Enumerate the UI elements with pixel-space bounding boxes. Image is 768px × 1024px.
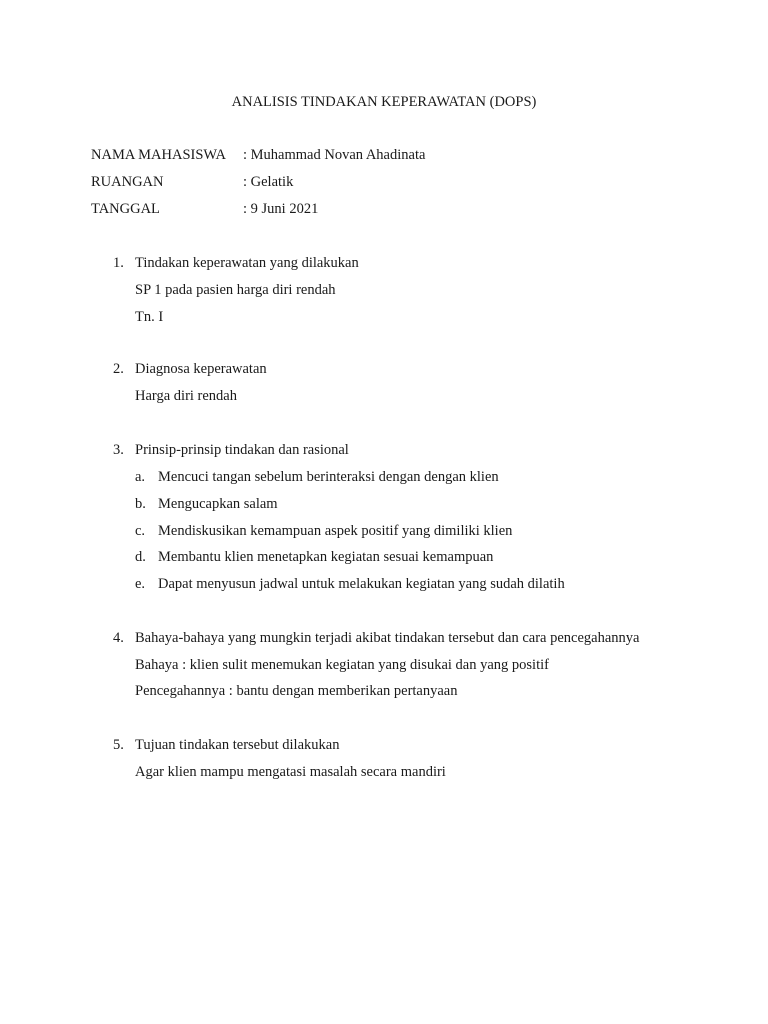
section-heading: Bahaya-bahaya yang mungkin terjadi akibat tindakan tersebut dan cara pencegahannya bbox=[135, 630, 640, 646]
list-item-text: Mencuci tangan sebelum berinteraksi dengan dengan klien bbox=[158, 469, 499, 485]
section-line: Pencegahannya : bantu dengan memberikan pertanyaan bbox=[135, 683, 458, 699]
list-item-letter: b. bbox=[135, 496, 146, 512]
list-item-letter: e. bbox=[135, 576, 146, 592]
section-number: 5. bbox=[113, 737, 124, 753]
list-item-text: Membantu klien menetapkan kegiatan sesuai kemampuan bbox=[158, 549, 494, 565]
section-line: Harga diri rendah bbox=[135, 388, 237, 404]
meta-label: RUANGAN bbox=[91, 174, 164, 190]
meta-value: : Gelatik bbox=[243, 174, 294, 190]
section-line: Bahaya : klien sulit menemukan kegiatan yang disukai dan yang positif bbox=[135, 657, 549, 673]
meta-value: : Muhammad Novan Ahadinata bbox=[243, 147, 426, 163]
list-item-letter: c. bbox=[135, 523, 146, 539]
section-heading: Diagnosa keperawatan bbox=[135, 361, 267, 377]
list-item-text: Dapat menyusun jadwal untuk melakukan kegiatan yang sudah dilatih bbox=[158, 576, 565, 592]
section-number: 2. bbox=[113, 361, 124, 377]
document-title: ANALISIS TINDAKAN KEPERAWATAN (DOPS) bbox=[231, 94, 537, 110]
list-item-letter: a. bbox=[135, 469, 146, 485]
list-item-text: Mendiskusikan kemampuan aspek positif yang dimiliki klien bbox=[158, 523, 513, 539]
meta-value: : 9 Juni 2021 bbox=[243, 201, 319, 217]
section-number: 3. bbox=[113, 442, 124, 458]
section-line: Tn. I bbox=[135, 309, 164, 325]
section-heading: Tindakan keperawatan yang dilakukan bbox=[135, 255, 359, 271]
meta-row-nama bbox=[91, 148, 425, 163]
section-heading: Prinsip-prinsip tindakan dan rasional bbox=[135, 442, 349, 458]
section-number: 4. bbox=[113, 630, 124, 646]
meta-row-ruangan bbox=[91, 175, 293, 190]
meta-label: NAMA MAHASISWA bbox=[91, 147, 226, 163]
section-number: 1. bbox=[113, 255, 124, 271]
section-line: Agar klien mampu mengatasi masalah secara mandiri bbox=[135, 764, 446, 780]
list-item-letter: d. bbox=[135, 549, 146, 565]
section-heading: Tujuan tindakan tersebut dilakukan bbox=[135, 737, 340, 753]
meta-row-tanggal bbox=[91, 202, 318, 217]
section-line: SP 1 pada pasien harga diri rendah bbox=[135, 282, 336, 298]
meta-label: TANGGAL bbox=[91, 201, 160, 217]
list-item-text: Mengucapkan salam bbox=[158, 496, 278, 512]
